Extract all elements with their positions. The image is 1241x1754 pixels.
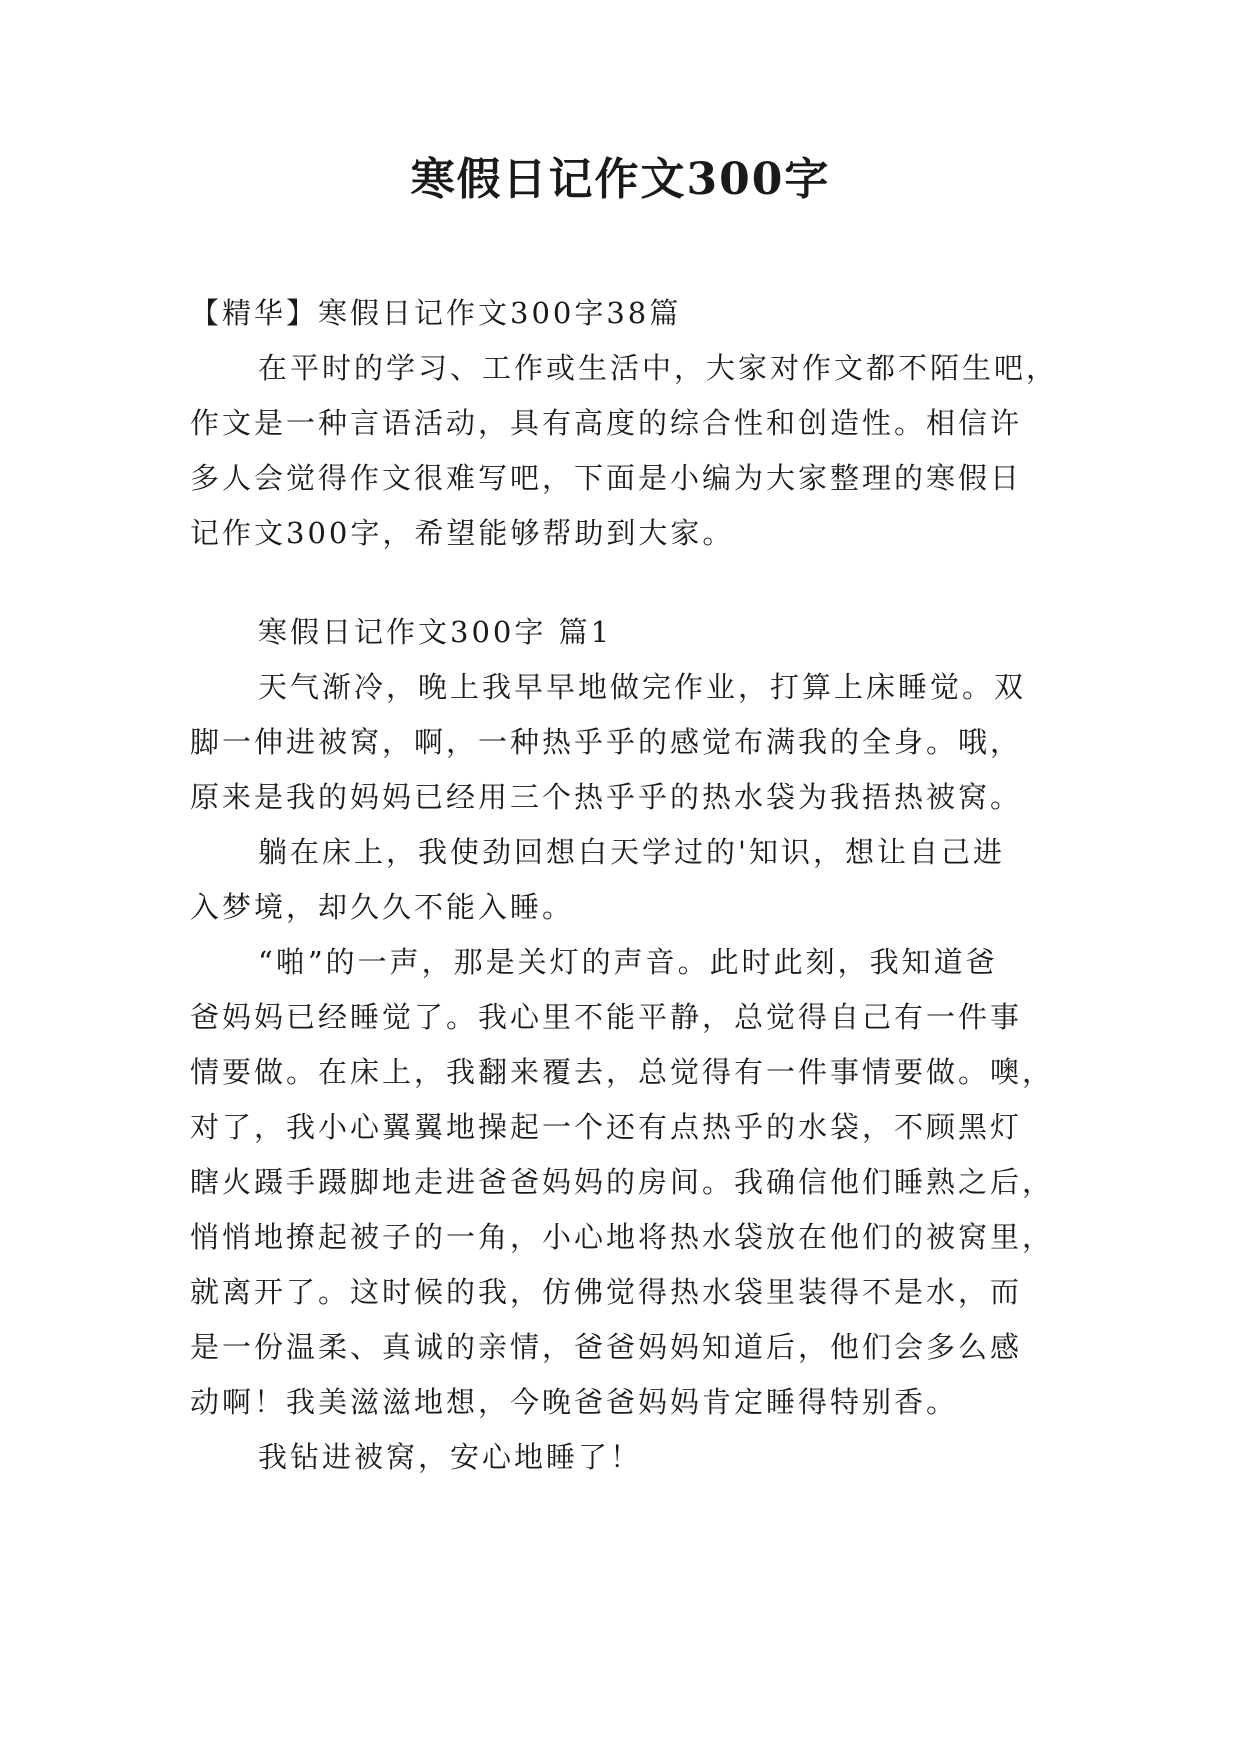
- section-gap: [190, 561, 1058, 605]
- paragraph-line: 我钻进被窝，安心地睡了！: [258, 1440, 643, 1474]
- paragraph-line: 爸妈妈已经睡觉了。我心里不能平静，总觉得自己有一件事: [190, 1000, 1023, 1034]
- paragraph-line: 是一份温柔、真诚的亲情，爸爸妈妈知道后，他们会多么感: [190, 1330, 1023, 1364]
- paragraph-line: “啪”的一声，那是关灯的声音。此时此刻，我知道爸: [258, 945, 998, 979]
- paragraph-line: 原来是我的妈妈已经用三个热乎乎的热水袋为我捂热被窝。: [190, 780, 1023, 814]
- intro-line: 多人会觉得作文很难写吧，下面是小编为大家整理的寒假日: [190, 461, 1023, 495]
- paragraph-line: 对了，我小心翼翼地操起一个还有点热乎的水袋，不顾黑灯: [190, 1110, 1023, 1144]
- intro-line: 作文是一种言语活动，具有高度的综合性和创造性。相信许: [190, 406, 1023, 440]
- paragraph-line: 天气渐冷，晚上我早早地做完作业，打算上床睡觉。双: [258, 670, 1027, 704]
- paragraph-line: 脚一伸进被窝，啊，一种热乎乎的感觉布满我的全身。哦，: [190, 725, 1023, 759]
- paragraph-line: 动啊！我美滋滋地想，今晚爸爸妈妈肯定睡得特别香。: [190, 1385, 959, 1419]
- section-heading: 寒假日记作文300字 篇1: [258, 615, 613, 649]
- document-body: [190, 286, 1058, 1485]
- intro-line: 记作文300字，希望能够帮助到大家。: [190, 516, 735, 550]
- paragraph-line: 躺在床上，我使劲回想白天学过的'知识，想让自己进: [258, 835, 1005, 869]
- intro-line: 在平时的学习、工作或生活中，大家对作文都不陌生吧，: [258, 351, 1059, 385]
- document-subtitle: 【精华】寒假日记作文300字38篇: [190, 296, 682, 330]
- paragraph-line: 就离开了。这时候的我，仿佛觉得热水袋里装得不是水，而: [190, 1275, 1023, 1309]
- paragraph-line: 入梦境，却久久不能入睡。: [190, 890, 575, 924]
- document-title: 寒假日记作文300字: [410, 154, 831, 205]
- paragraph-line: 悄悄地撩起被子的一角，小心地将热水袋放在他们的被窝里，: [190, 1220, 1055, 1254]
- paragraph-line: 情要做。在床上，我翻来覆去，总觉得有一件事情要做。噢，: [190, 1055, 1055, 1089]
- paragraph-line: 瞎火蹑手蹑脚地走进爸爸妈妈的房间。我确信他们睡熟之后，: [190, 1165, 1055, 1199]
